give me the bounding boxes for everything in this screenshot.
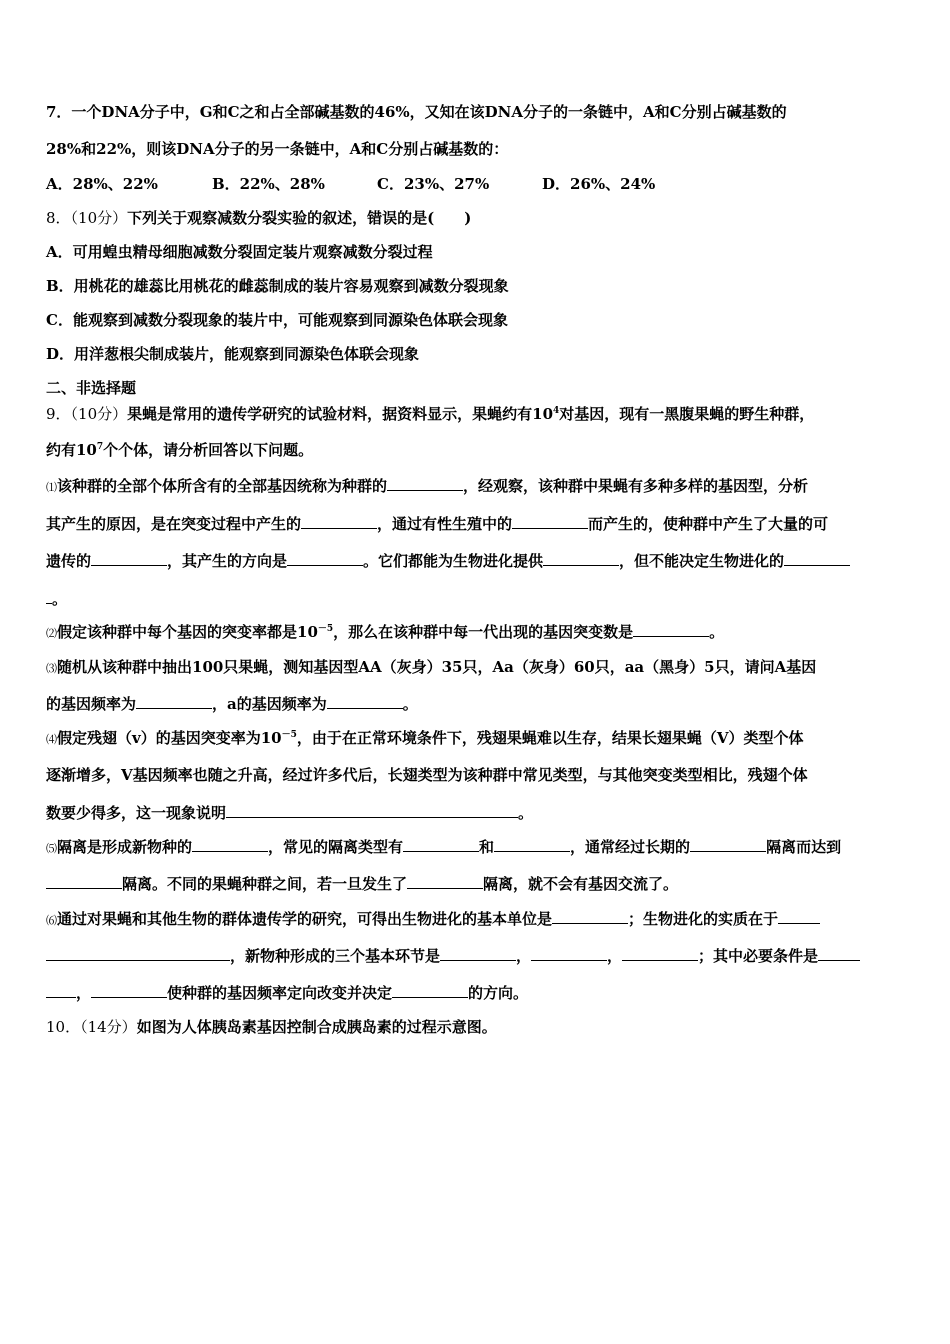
q9-part3-line-1: ⑶随机从该种群中抽出100只果蝇，测知基因型AA（灰身）35只，Aa（灰身）60只，aa（黑身）5只，请问A基因 — [46, 658, 817, 676]
answer-blank[interactable] — [327, 693, 403, 709]
q9-part5-line-2: 隔离。不同的果蝇种群之间，若一旦发生了 隔离，就不会有基因交流了。 — [46, 873, 678, 894]
answer-blank[interactable] — [46, 873, 122, 889]
answer-blank[interactable] — [192, 836, 268, 852]
q8-option-b: B．用桃花的雄蕊比用桃花的雌蕊制成的装片容易观察到减数分裂现象 — [46, 277, 509, 295]
q9-part6-line-2: ，新物种形成的三个基本环节是 ， ， ；其中必要条件是 — [46, 945, 860, 966]
answer-blank[interactable] — [46, 982, 76, 998]
answer-blank[interactable] — [818, 945, 860, 961]
q8-option-c: C．能观察到减数分裂现象的装片中，可能观察到同源染色体联会现象 — [46, 311, 508, 329]
q7-option-c: C．23%、27% — [377, 175, 490, 193]
answer-blank[interactable] — [91, 550, 167, 566]
answer-blank[interactable] — [440, 945, 516, 961]
answer-blank[interactable] — [392, 982, 468, 998]
q7-line-2: 28%和22%，则该DNA分子的另一条链中，A和C分别占碱基数的： — [46, 140, 509, 158]
answer-blank[interactable] — [633, 621, 709, 637]
q9-part1-line-2: 其产生的原因，是在突变过程中产生的 ，通过有性生殖中的 而产生的，使种群中产生了大量的可 — [46, 515, 829, 533]
answer-blank[interactable] — [301, 513, 377, 529]
answer-blank[interactable] — [512, 513, 588, 529]
q9-part4-line-3: 数要少得多，这一现象说明 。 — [46, 804, 534, 822]
answer-blank[interactable] — [403, 836, 479, 852]
q7-line-1: 7．一个DNA分子中，G和C之和占全部碱基数的46%，又知在该DNA分子的一条链中，A和C分别占碱基数的 — [46, 103, 787, 121]
q7-option-d: D．26%、24% — [542, 175, 656, 193]
q8-option-a: A．可用蝗虫精母细胞减数分裂固定装片观察减数分裂过程 — [46, 243, 433, 261]
q9-part2: ⑵假定该种群中每个基因的突变率都是$10^{-5}$，那么在该种群中每一代出现的基因突变数是 。 — [46, 623, 725, 641]
q9-part1-line-4: 。 — [46, 588, 67, 609]
answer-blank[interactable] — [46, 945, 230, 961]
q9-part4-line-2: 逐渐增多，V基因频率也随之升高，经过许多代后，长翅类型为该种群中常见类型，与其他突变类型相比，残翅个体 — [46, 766, 808, 784]
q9-stem-line-1: 9．（10分）果蝇是常用的遗传学研究的试验材料，据资料显示，果蝇约有$10^4$对基因，现有一黑腹果蝇的野生种群， — [46, 405, 815, 423]
q8-stem: 8．（10分）下列关于观察减数分裂实验的叙述，错误的是( ) — [46, 209, 472, 227]
q9-part3-line-2: 的基因频率为 ，a的基因频率为 。 — [46, 695, 418, 713]
answer-blank[interactable] — [91, 982, 167, 998]
answer-blank[interactable] — [543, 550, 619, 566]
q7-option-b: B．22%、28% — [212, 175, 325, 193]
answer-blank[interactable] — [778, 908, 820, 924]
q9-stem-line-2: 约有$10^7$个个体，请分析回答以下问题。 — [46, 441, 314, 459]
q9-part1-line-3: 遗传的 ，其产生的方向是 。它们都能为生物进化提供 ，但不能决定生物进化的 — [46, 550, 850, 571]
answer-blank[interactable] — [552, 908, 628, 924]
answer-blank[interactable] — [622, 945, 698, 961]
answer-blank[interactable] — [136, 693, 212, 709]
q9-part1-line-1: ⑴该种群的全部个体所含有的全部基因统称为种群的 ，经观察，该种群中果蝇有多种多样的基因型，分析 — [46, 477, 809, 495]
section-heading: 二、非选择题 — [46, 379, 137, 397]
q9-part6-line-1: ⑹通过对果蝇和其他生物的群体遗传学的研究，可得出生物进化的基本单位是 ；生物进化的实质在于 — [46, 908, 820, 931]
q10-stem: 10．（14分）如图为人体胰岛素基因控制合成胰岛素的过程示意图。 — [46, 1018, 497, 1036]
answer-blank[interactable] — [494, 836, 570, 852]
answer-blank[interactable] — [531, 945, 607, 961]
answer-blank[interactable] — [407, 873, 483, 889]
answer-blank[interactable] — [226, 802, 518, 818]
q9-part4-line-1: ⑷假定残翅（v）的基因突变率为$10^{-5}$，由于在正常环境条件下，残翅果蝇难以生存，结果长翅果蝇（V）类型个体 — [46, 729, 804, 747]
q9-part5-line-1: ⑸隔离是形成新物种的 ，常见的隔离类型有 和 ，通常经过长期的 隔离而达到 — [46, 838, 842, 856]
answer-blank[interactable] — [387, 475, 463, 491]
answer-blank[interactable] — [690, 836, 766, 852]
q7-option-a: A．28%、22% — [46, 175, 158, 193]
q9-part6-line-3: ， 使种群的基因频率定向改变并决定 的方向。 — [46, 982, 528, 1003]
q8-option-d: D．用洋葱根尖制成装片，能观察到同源染色体联会现象 — [46, 345, 420, 363]
answer-blank[interactable] — [287, 550, 363, 566]
answer-blank[interactable] — [784, 550, 850, 566]
